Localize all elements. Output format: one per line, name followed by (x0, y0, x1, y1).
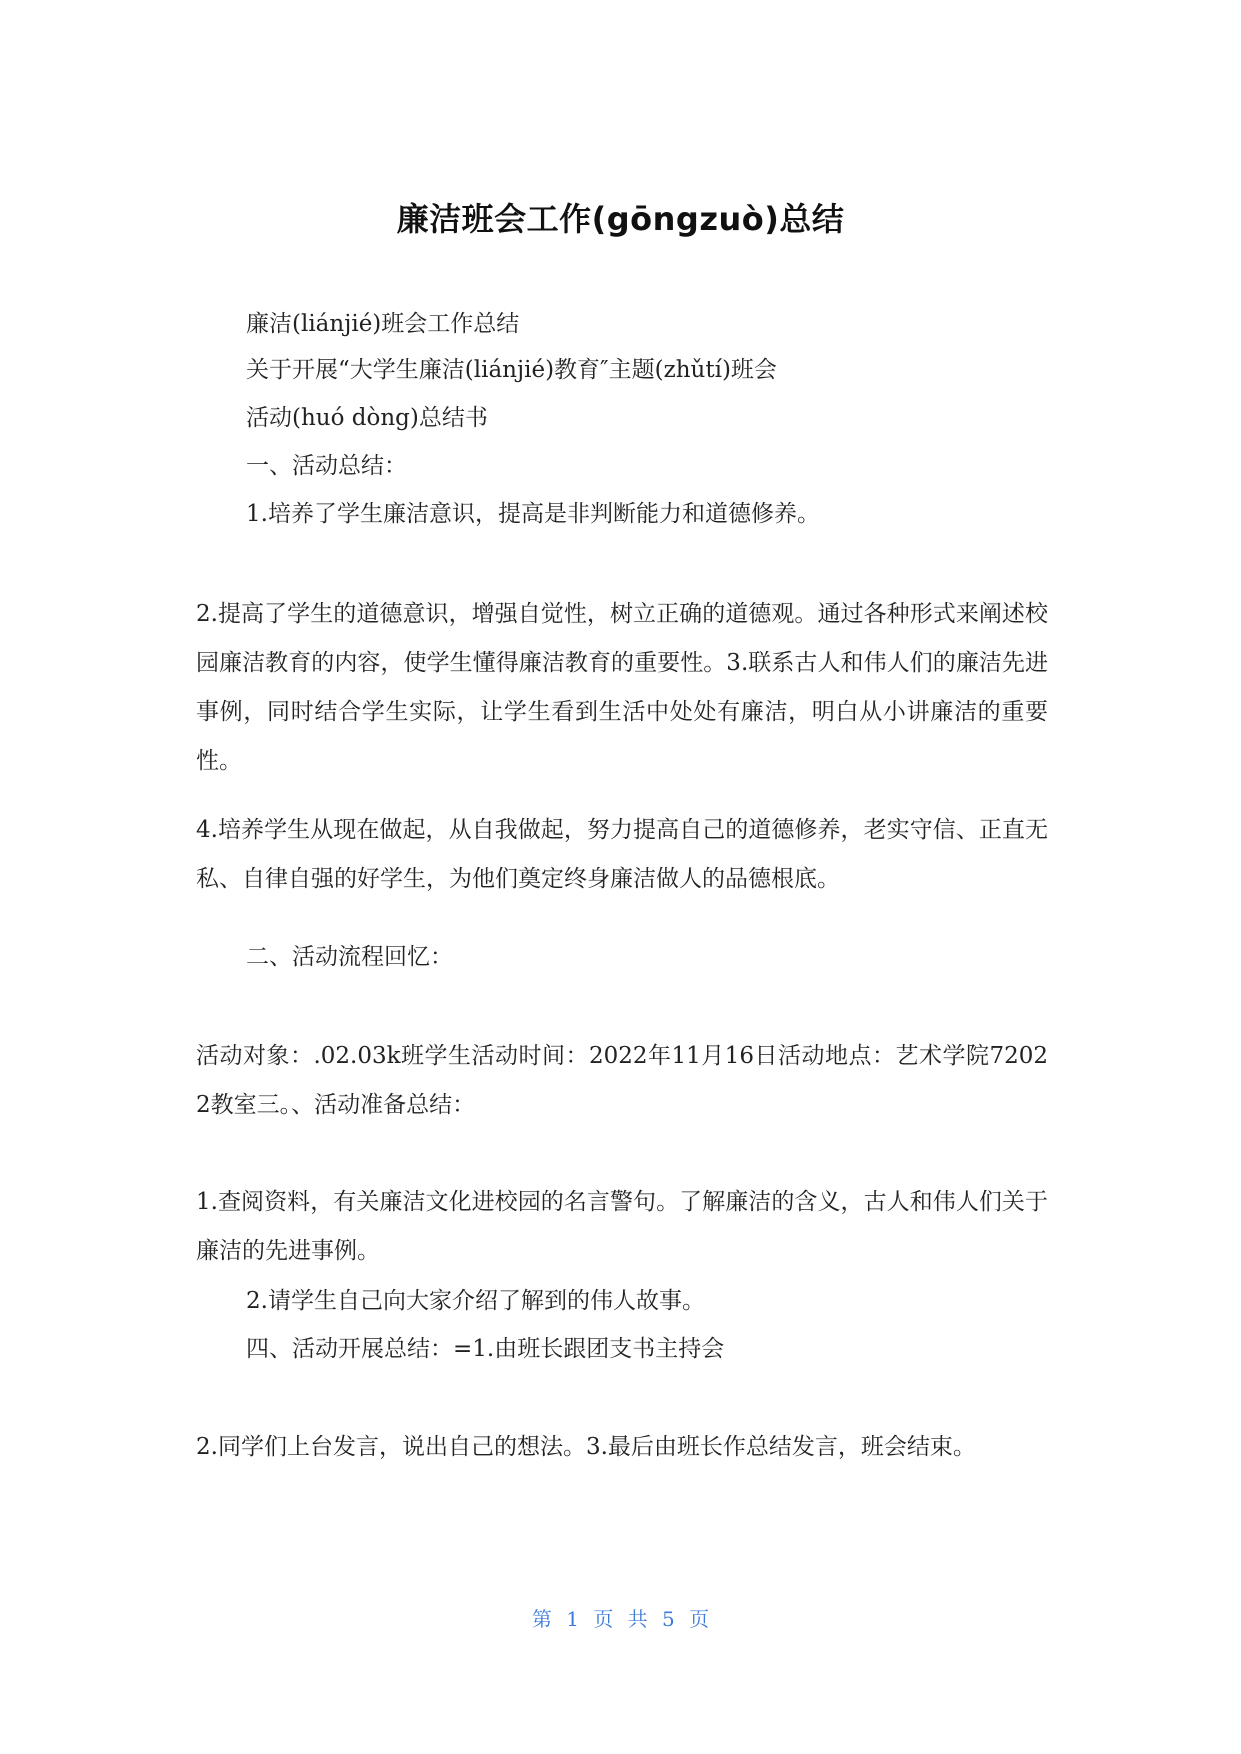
body-line: 2.请学生自己向大家介绍了解到的伟人故事。 (246, 1288, 705, 1314)
body-paragraph: 1.查阅资料，有关廉洁文化进校园的名言警句。了解廉洁的含义，古人和伟人们关于廉洁的先进事例。 (196, 1189, 1048, 1264)
body-paragraph: 活动对象：.02.03k班学生活动时间：2022年11月16日活动地点：艺术学院72022教室三。、活动准备总结： (196, 1043, 1048, 1118)
body-line: 1.培养了学生廉洁意识，提高是非判断能力和道德修养。 (246, 501, 820, 527)
body-paragraph: 2.提高了学生的道德意识，增强自觉性，树立正确的道德观。通过各种形式来阐述校园廉洁教育的内容，使学生懂得廉洁教育的重要性。3.联系古人和伟人们的廉洁先进事例，同时结合学生实际，让学生看到生活中处处有廉洁，明白从小讲廉洁的重要性。 (196, 601, 1048, 774)
page-number-footer: 第 1 页 共 5 页 (531, 1607, 710, 1631)
section-heading: 二、活动流程回忆： (246, 944, 453, 970)
section-heading: 四、活动开展总结：=1.由班长跟团支书主持会 (246, 1336, 725, 1362)
section-heading: 一、活动总结： (246, 453, 407, 479)
body-line: 关于开展“大学生廉洁(liánjié)教育″主题(zhǔtí)班会 (246, 357, 777, 383)
body-line: 活动(huó dòng)总结书 (246, 405, 488, 431)
body-line: 廉洁(liánjié)班会工作总结 (246, 311, 520, 337)
body-paragraph: 4.培养学生从现在做起，从自我做起，努力提高自己的道德修养，老实守信、正直无私、自律自强的好学生，为他们奠定终身廉洁做人的品德根底。 (196, 817, 1048, 892)
body-paragraph: 2.同学们上台发言，说出自己的想法。3.最后由班长作总结发言，班会结束。 (196, 1434, 976, 1460)
document-title: 廉洁班会工作(gōngzuò)总结 (396, 200, 845, 238)
